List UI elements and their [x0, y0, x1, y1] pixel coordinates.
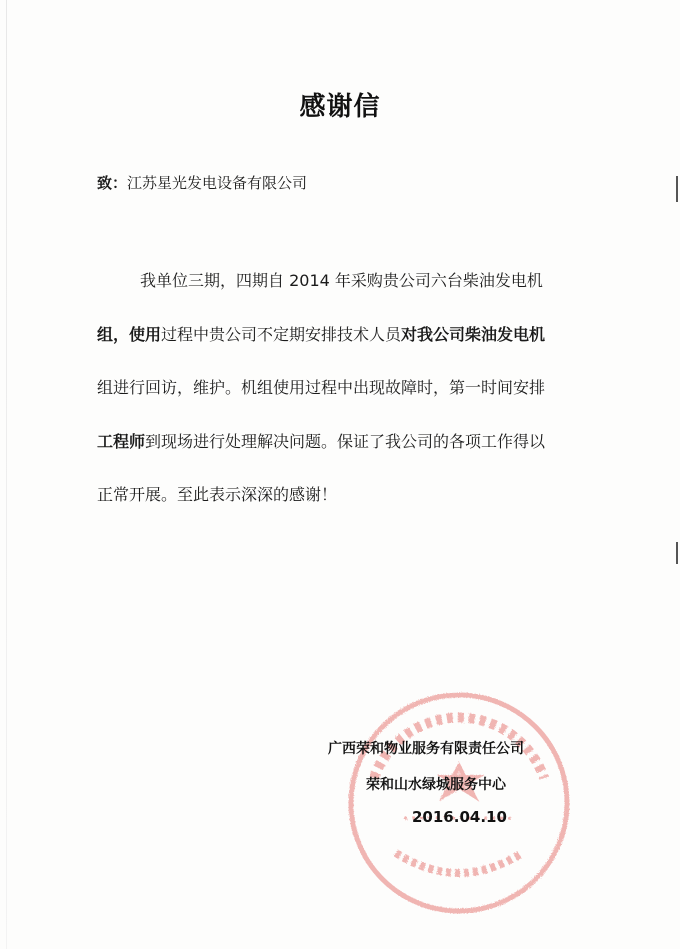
body-line-2 — [97, 322, 545, 345]
body-text: 正常开展。至此表示深深的感谢！ — [97, 485, 338, 504]
scan-edge-mark — [676, 542, 678, 564]
signature-company: 广西荣和物业服务有限责任公司 — [328, 741, 524, 757]
company-seal-stamp — [334, 678, 584, 928]
body-text: 组，使用 — [97, 325, 162, 344]
scan-edge-mark — [676, 176, 678, 202]
body-line-3 — [97, 375, 545, 398]
signature-department: 荣和山水绿城服务中心 — [366, 777, 506, 793]
body-line-4 — [97, 429, 545, 452]
body-text: 工程师 — [97, 432, 146, 451]
body-text: 组进行回访，维护。机组使用过程中出现故障时，第一时间安排 — [97, 378, 546, 397]
body-text: 我单位三期，四期自 2014 年采购贵公司六台柴油发电机 — [140, 271, 543, 290]
scan-edge-line — [6, 0, 7, 949]
body-line-1 — [140, 268, 543, 291]
recipient-name: 江苏星光发电设备有限公司 — [127, 174, 308, 192]
letter-title: 感谢信 — [299, 92, 381, 122]
body-line-5 — [97, 482, 337, 505]
body-text: 到现场进行处理解决问题。保证了我公司的各项工作得以 — [145, 432, 546, 451]
body-text: 对我公司柴油发电机 — [401, 325, 546, 344]
body-text: 过程中贵公司不定期安排技术人员 — [161, 325, 402, 344]
salutation — [97, 172, 307, 193]
signature-date: 2016.04.10 — [412, 808, 507, 826]
salutation-prefix: 致： — [97, 174, 128, 192]
